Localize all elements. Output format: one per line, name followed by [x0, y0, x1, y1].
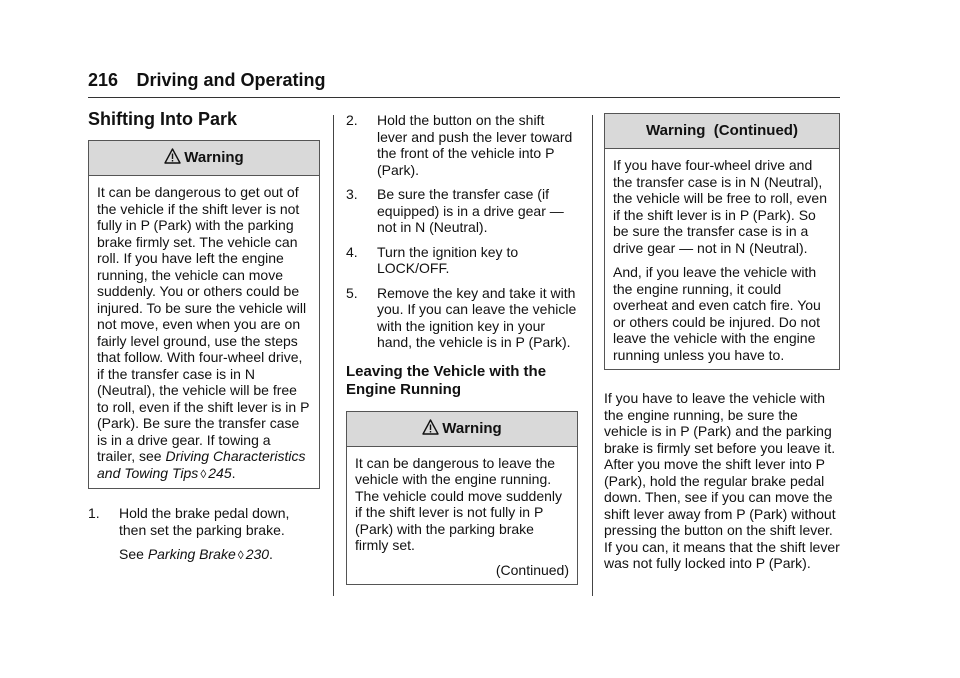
header-rule	[88, 97, 840, 98]
cross-reference-link[interactable]: Parking Brake	[147, 546, 236, 562]
warning-title: Warning	[442, 419, 502, 437]
warning-paragraph: And, if you leave the vehicle with the engine running, it could overheat and even catch fire. You or others could be injured. Do not leave the vehicle with the engine running unless you have to.	[613, 264, 821, 363]
body-paragraph: If you have to leave the vehicle with the engine running, be sure the vehicle is in P (Park) and the parking brake is firmly set before you leave it. After you move the shift lever into P (Park), hold the regular brake pedal down. Then, see if you can move the shift lever away from P (Park) without pressing the button on the shift lever. If you can, it means that the shift lever was not fully locked into P (Park).	[604, 390, 840, 571]
warning-box-engine-running	[346, 411, 578, 586]
reference-icon: ◊	[200, 466, 207, 481]
column-divider-right	[592, 115, 593, 596]
warning-text: It can be dangerous to leave the vehicle with the engine running. The vehicle could move suddenly if the shift lever is not fully in P (Park) with the parking brake firmly set.	[355, 454, 563, 553]
page-reference[interactable]: 245	[208, 464, 232, 481]
section-heading: Shifting Into Park	[88, 109, 238, 129]
list-item: 3. Be sure the transfer case (if equipped) is in a drive gear — not in N (Neutral).	[346, 186, 564, 235]
list-item: 1. Hold the brake pedal down, then set the parking brake.	[88, 505, 290, 538]
warning-triangle-icon	[422, 419, 439, 435]
warning-title: Warning	[184, 149, 244, 166]
warning-header: Warning (Continued)	[605, 114, 839, 149]
warning-header	[347, 412, 577, 447]
warning-header	[89, 141, 319, 176]
page-reference[interactable]: 230	[245, 546, 270, 562]
cross-reference-link[interactable]: Driving Characteristics and Towing Tips	[97, 448, 306, 481]
list-item: 5. Remove the key and take it with you. If you can leave the vehicle with the ignition key in your hand, the vehicle is in P (Park).	[346, 284, 577, 350]
subsection-heading: Leaving the Vehicle with the Engine Running	[346, 362, 547, 398]
warning-paragraph: If you have four-wheel drive and the transfer case is in N (Neutral), the vehicle will be free to roll, even if the shift lever is in P (Park). So be sure the transfer case is in a drive gear — not in N (Neutral).	[613, 157, 827, 256]
column-2	[346, 112, 578, 585]
warning-body	[89, 176, 319, 488]
steps-list	[88, 505, 320, 538]
list-item: 4. Turn the ignition key to LOCK/OFF.	[346, 243, 519, 276]
section-title: Driving and Operating	[136, 70, 326, 90]
column-3	[604, 113, 840, 572]
column-1	[88, 108, 320, 564]
list-item: 2. Hold the button on the shift lever and push the lever toward the front of the vehicle into P (Park).	[346, 112, 573, 178]
continued-label: (Continued)	[495, 561, 569, 578]
page-header	[88, 70, 840, 91]
column-divider-left	[333, 115, 334, 596]
reference-icon: ◊	[237, 548, 244, 562]
warning-box-continued	[604, 113, 840, 370]
warning-box-park	[88, 140, 320, 489]
page-number: 216	[88, 70, 119, 90]
steps-list	[346, 112, 578, 351]
warning-triangle-icon	[164, 148, 181, 164]
warning-body	[347, 447, 577, 585]
see-reference: See Parking Brake ◊ 230.	[119, 546, 273, 562]
warning-text: It can be dangerous to get out of the vehicle if the shift lever is not fully in P (Park) with the parking brake firmly set. The vehicle can roll. If you have left the engine running, the vehicle can move suddenly. You or others could be injured. To be sure the vehicle will not move, even when you are on fairly level ground, use the steps that follow. With four-wheel drive, if the transfer case is in N (Neutral), the vehicle will be free to roll, even if the shift lever is in P (Park). Be sure the transfer case is in a drive gear. If towing a trailer, see Driving Characteristics and Towing Tips ◊ 245.	[97, 184, 310, 481]
warning-body	[605, 149, 839, 369]
